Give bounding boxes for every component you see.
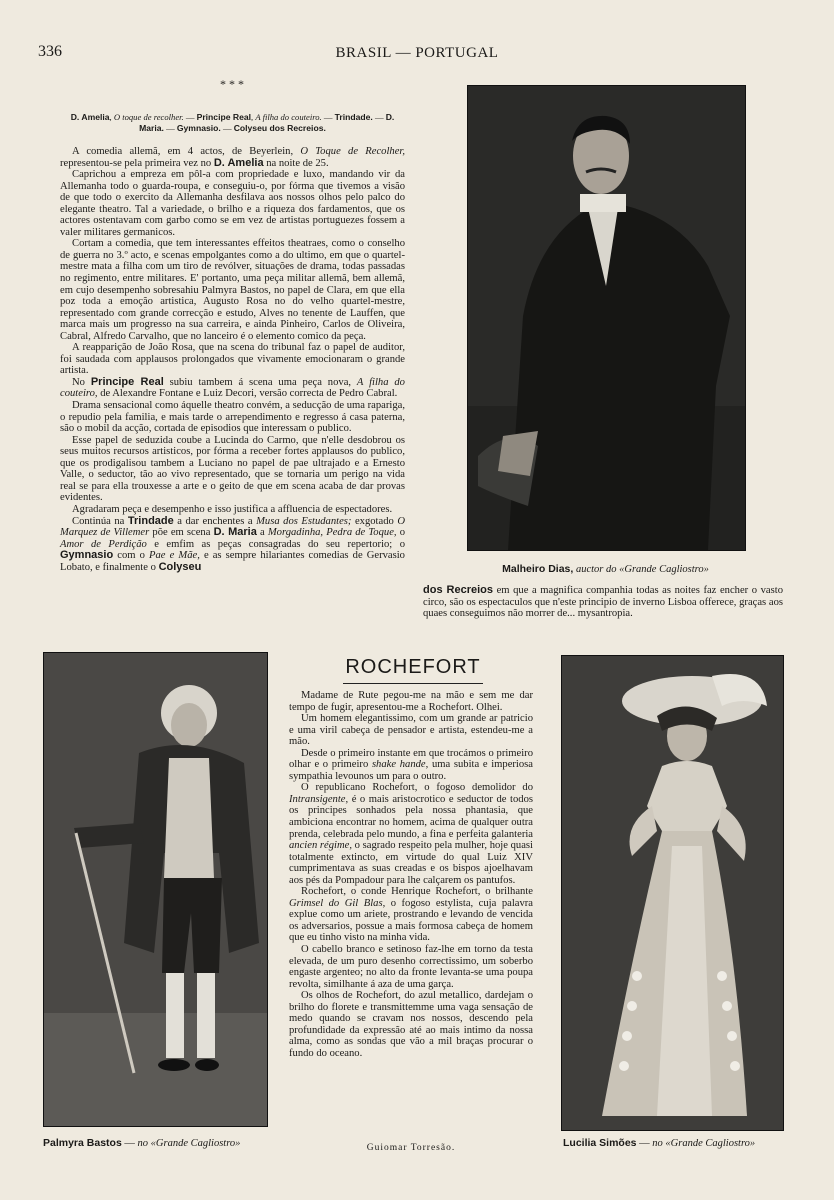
rochefort-column [289, 690, 533, 1060]
paragraph: Drama sensacional como áquelle theatro convém, a seducção de uma rapariga, o repudio pela familia, e mais tarde o arrependimento e regresso á casa paterna, são o mobil da acção, cortada de episodios que interessam o publico. [60, 400, 405, 435]
theater-name: Principe Real [196, 112, 252, 122]
theater-name: Trindade. [334, 112, 373, 122]
caption-name: Lucilia Simões [563, 1137, 637, 1149]
photo-lucilia-simoes [561, 655, 784, 1131]
paragraph: Esse papel de seduzida coube a Lucinda do Carmo, que n'elle desdobrou os seus muitos recursos artisticos, por fórma a receber fortes applausos do publico, que os prodigalisou tambem a Luciano no papel de pae ultrajado e a Ernesto Valle, o seductor, tão ao vivo representado, que se tornaria um perigo na vida real se para ella trouxesse a arte e o geito de que em scena acaba de dar provas evidentes. [60, 434, 405, 504]
paragraph: A reapparição de João Rosa, que na scena do tribunal faz o papel de auditor, foi saudada com applausos prolongados que vivamente emocionaram o grande artista. [60, 342, 405, 377]
running-head: BRASIL — PORTUGAL [335, 45, 499, 61]
photo-palmyra-bastos [43, 652, 268, 1127]
theater-name: Colyseu dos Recreios. [233, 123, 326, 133]
paragraph: O republicano Rochefort, o fogoso demolidor do Intransigente, é o mais aristocrotico e seductor de todos os principes sonhados pela nossa phantasia, que ambiciona encontrar no homem, acima de qualquer outra prenda, celebrada pelo mundo, a fina e perfeita galanteria ancien régime, o sagrado respeito pela mulher, hoje quasi totalmente extincto, em virtude do qual Luiz XIV cumprimentava as suas creadas e os bispos ajoelhavam aos pés da Pompadour para lhe calçarem os pantufos. [289, 782, 533, 886]
section-stars: * * * [220, 77, 244, 91]
paragraph: Continúa na Trindade a dar enchentes a Musa dos Estudantes; exgotado O Marquez de Villemer põe em scena D. Maria a Morgadinha, Pedra de Toque, o Amor de Perdição e emfim as peças consagradas do seu repertorio; o Gymnasio com o Pae e Mãe, e as sempre hilariantes comedias de Gervasio Lobato, e finalmente o Colyseu [60, 514, 405, 573]
theater-list: D. Amelia, O toque de recolher. — Principe Real, A filha do couteiro. — Trindade. — D. Maria. — Gymnasio. — Colyseu dos Recreios. [70, 112, 395, 133]
caption-name: Palmyra Bastos [43, 1137, 122, 1149]
paragraph: Caprichou a empreza em pôl-a com propriedade e luxo, mandando vir da Allemanha todo o guarda-roupa, e conseguiu-o, por fórma que tivemos a visão de que todo o exercito da Allemanha desfilava aos nossos olhos pelo palco do elegante theatro. Tal a variedade, o brilho e a riqueza dos fardamentos, que os actores ostentavam com garbo como se em vez de artistas portuguezes fossem a valer militares germanicos. [60, 169, 405, 238]
paragraph: Madame de Rute pegou-me na mão e sem me dar tempo de fugir, apresentou-me a Rochefort. Olhei. [289, 690, 533, 713]
theater-name: D. Maria. [139, 112, 395, 133]
caption-name: Malheiro Dias, [502, 563, 574, 575]
paragraph: No Principe Real subiu tambem á scena uma peça nova, A filha do couteiro, de Alexandre Fontane e Luiz Decori, versão correcta de Pedro Cabral. [60, 375, 405, 400]
caption-detail: no «Grande Cagliostro» [137, 1138, 241, 1149]
photo-malheiro-dias [467, 85, 746, 551]
caption-palmyra-bastos: Palmyra Bastos — no «Grande Cagliostro» [43, 1137, 241, 1149]
paragraph: Rochefort, o conde Henrique Rochefort, o brilhante Grimsel do Gil Blas, o fogoso estylista, cuja palavra explue como um ariete, prostrando e levando de vencida os adversarios, possue a mais formosa cabeça de homem que eu tinho visto na minha vida. [289, 886, 533, 944]
paragraph: dos Recreios em que a magnifica companhia todas as noites faz encher o vasto circo, são os espectaculos que n'este principio de inverno Lisboa offerece, graças aos quaes conseguimos não morrer de... mysantropia. [423, 584, 783, 620]
caption-lucilia-simoes: Lucilia Simões — no «Grande Cagliostro» [563, 1137, 756, 1149]
play-title: A filha do couteiro. [255, 112, 322, 122]
paragraph: Os olhos de Rochefort, do azul metallico, dardejam o brilho do florete e transmittemme uma vaga sensação de medo quando se cravam nos nossos, descendo pela profundidade da expressão até ao mais intimo da nossa alma, como as sondas que vão a mil braças procurar o fundo do oceano. [289, 990, 533, 1059]
paragraph: Agradaram peça e desempenho e isso justifica a affluencia de espectadores. [72, 503, 393, 515]
review-continuation [423, 585, 783, 620]
theater-name: D. Amelia [70, 112, 110, 122]
paragraph: Desde o primeiro instante em que trocámos o primeiro olhar e o primeiro shake hande, uma subita e imperiosa sympathia levounos um para o outro. [289, 747, 533, 782]
paragraph: Cortam a comedia, que tem interessantes effeitos theatraes, como o conselho de guerra no 3.º acto, e scenas empolgantes como a do ultimo, em que o quartel-mestre mata a filha com um tiro de revólver, situações de drama, todas passadas no regimento, entre militares. E' portanto, uma peça militar allemã, bem allemã, em cujo desempenho sobresahiu Palmyra Bastos, no papel de Clara, em que ella poz toda a emoção artistica, Augusto Rosa no do velho quartel-mestre, representado com grande correcção e estudo, Alves no tenente de Lauffen, que marca mais um progresso na sua carreira, e ainda Pinheiro, Carlos de Oliveira, Cabral, Alfredo Carvalho, que no lanceiro é o elemento comico da peça. [60, 238, 405, 342]
caption-detail: no «Grande Cagliostro» [652, 1138, 756, 1149]
author-signature: Guiomar Torresão. [366, 1143, 456, 1153]
paragraph: Um homem elegantissimo, com um grande ar patricio e uma viril cabeça de pensador e artista, estendeu-me a mão. [289, 713, 533, 748]
caption-detail: auctor do «Grande Cagliostro» [575, 564, 709, 575]
caption-malheiro-dias [467, 563, 744, 575]
paragraph: O cabello branco e setinoso faz-lhe em torno da testa elevada, de um puro desenho correctissimo, um soberbo engaste argenteo; no alto da fronte levanta-se uma poupa revolta, similhante á aza de uma garça. [289, 944, 533, 990]
paragraph: A comedia allemã, em 4 actos, de Beyerlein, O Toque de Recolher, representou-se pela primeira vez no D. Amelia na noite de 25. [60, 146, 405, 169]
page-number: 336 [38, 43, 62, 60]
theater-name: Gymnasio. [176, 123, 221, 133]
play-title: O toque de recolher. [113, 112, 184, 122]
title-rule [343, 683, 483, 684]
theater-review-column [60, 146, 405, 573]
article-title: ROCHEFORT [345, 656, 481, 678]
